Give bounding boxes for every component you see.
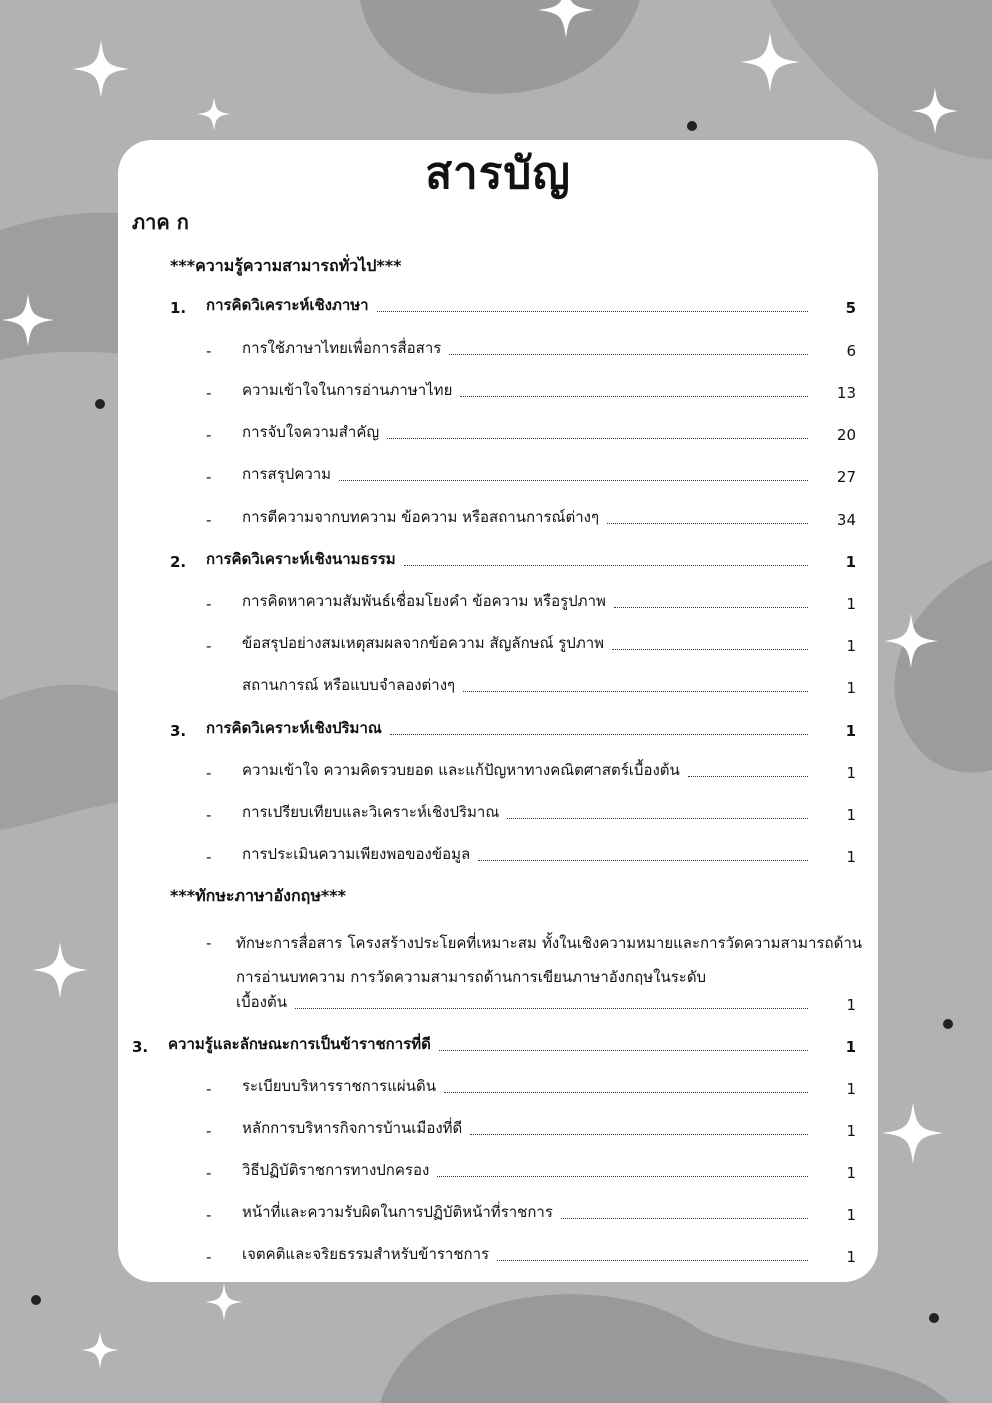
bullet-dash: - (206, 806, 212, 824)
page-number: 5 (845, 299, 856, 317)
sparkle-icon (740, 32, 800, 92)
toc-entry[interactable] (206, 1074, 856, 1098)
dot-leader (688, 775, 808, 777)
toc-entry-paragraph[interactable]: ทักษะการสื่อสาร โครงสร้างประโยคที่เหมาะสม ทั้งในเชิงความหมายและการวัดความสามารถด้านการอ่านบทความ การวัดความสามารถด้านการเขียนภาษาอังกฤษในระดับ (236, 934, 862, 986)
dot-leader (449, 353, 808, 355)
group-heading-english: ***ทักษะภาษาอังกฤษ*** (170, 886, 346, 905)
bullet-dash: - (206, 848, 212, 866)
sparkle-icon (32, 942, 88, 998)
entry-title: หลักการบริหารกิจการบ้านเมืองที่ดี (242, 1119, 463, 1137)
sparkle-icon (72, 40, 130, 98)
toc-entry[interactable] (206, 842, 856, 866)
entry-title: ข้อสรุปอย่างสมเหตุสมผลจากข้อความ สัญลักษณ์ รูปภาพ (242, 634, 605, 652)
page-number: 1 (846, 1206, 856, 1224)
page-number: 1 (845, 722, 856, 740)
entry-title: การประเมินความเพียงพอของข้อมูล (242, 845, 471, 863)
page-number: 1 (846, 679, 856, 697)
entry-title: การคิดหาความสัมพันธ์เชื่อมโยงคำ ข้อความ หรือรูปภาพ (242, 592, 606, 610)
entry-title: วิธีปฏิบัติราชการทางปกครอง (242, 1161, 430, 1179)
dot-leader (295, 1007, 808, 1009)
entry-title: เจตคติและจริยธรรมสำหรับข้าราชการ (242, 1245, 490, 1263)
toc-entry[interactable] (206, 800, 856, 824)
page-number: 1 (846, 848, 856, 866)
page-number: 1 (846, 595, 856, 613)
dot-leader (497, 1259, 808, 1261)
page-number: 27 (836, 468, 856, 486)
entry-number: 3. (132, 1038, 149, 1056)
entry-number: 3. (170, 722, 187, 740)
entry-title: สถานการณ์ หรือแบบจำลองต่างๆ (242, 676, 456, 694)
toc-entry[interactable] (236, 990, 856, 1014)
bullet-dash: - (206, 1080, 212, 1098)
dot-leader (607, 522, 808, 524)
page-number: 1 (846, 637, 856, 655)
page-number: 1 (846, 1080, 856, 1098)
toc-entry[interactable] (170, 547, 856, 571)
dot-leader (439, 1049, 808, 1051)
dot-leader (387, 437, 808, 439)
page-number: 13 (836, 384, 856, 402)
dot-leader (404, 564, 808, 566)
dot-leader (339, 479, 808, 481)
entry-title: การเปรียบเทียบและวิเคราะห์เชิงปริมาณ (242, 803, 500, 821)
page-number: 1 (846, 1122, 856, 1140)
page-number: 1 (846, 996, 856, 1014)
toc-entry[interactable] (206, 505, 856, 529)
toc-entry[interactable] (206, 1116, 856, 1140)
bullet-dash: - (206, 384, 212, 402)
entry-number: 2. (170, 553, 187, 571)
entry-title: ความรู้และลักษณะการเป็นข้าราชการที่ดี (168, 1035, 431, 1053)
page-number: 34 (836, 511, 856, 529)
bullet-dash: - (206, 1206, 212, 1224)
bullet-dash: - (206, 511, 212, 529)
page-number: 20 (836, 426, 856, 444)
entry-title: การใช้ภาษาไทยเพื่อการสื่อสาร (242, 339, 442, 357)
toc-entry[interactable] (206, 1242, 856, 1266)
toc-entry[interactable] (206, 336, 856, 360)
toc-entry[interactable] (206, 589, 856, 613)
entry-number: 1. (170, 299, 187, 317)
dot-leader (437, 1175, 808, 1177)
page-title: สารบัญ (425, 148, 571, 199)
dot-leader (561, 1217, 808, 1219)
toc-entry[interactable] (170, 716, 856, 740)
bullet-dash: - (206, 1164, 212, 1182)
bullet-dash: - (206, 426, 212, 444)
toc-entry[interactable] (170, 293, 856, 317)
bullet-dash: - (206, 468, 212, 486)
page-number: 1 (846, 764, 856, 782)
toc-entry[interactable] (132, 1032, 856, 1056)
bullet-dash: - (206, 637, 212, 655)
toc-entry[interactable] (206, 631, 856, 655)
bullet-dash: - (206, 764, 212, 782)
page-number: 1 (846, 1164, 856, 1182)
bullet-dash: - (206, 934, 212, 952)
dot-leader (377, 310, 808, 312)
entry-title: การสรุปความ (242, 465, 332, 483)
page-number: 1 (845, 1038, 856, 1056)
entry-title: ความเข้าใจ ความคิดรวบยอด และแก้ปัญหาทางคณิตศาสตร์เบื้องต้น (242, 761, 680, 779)
toc-entry[interactable] (242, 673, 856, 697)
entry-title: เบื้องต้น (236, 993, 287, 1011)
toc-entry[interactable] (206, 378, 856, 402)
page-number: 1 (845, 553, 856, 571)
dot-leader (612, 648, 808, 650)
entry-title: ระเบียบบริหารราชการแผ่นดิน (242, 1077, 436, 1095)
entry-title: การคิดวิเคราะห์เชิงภาษา (206, 296, 369, 314)
bullet-dash: - (206, 342, 212, 360)
toc-entry[interactable] (206, 1158, 856, 1182)
sparkle-icon (205, 1283, 242, 1320)
dot-leader (507, 817, 808, 819)
entry-title: การคิดวิเคราะห์เชิงนามธรรม (206, 550, 396, 568)
dot-leader (463, 690, 808, 692)
entry-title: การคิดวิเคราะห์เชิงปริมาณ (206, 719, 382, 737)
dot-leader (460, 395, 808, 397)
page-number: 1 (846, 806, 856, 824)
bullet-dash: - (206, 595, 212, 613)
sparkle-icon (81, 1331, 118, 1368)
toc-entry[interactable] (206, 1200, 856, 1224)
dot-leader (390, 733, 808, 735)
dot-leader (470, 1133, 808, 1135)
dot-leader (478, 859, 808, 861)
bullet-dash: - (206, 1248, 212, 1266)
dot-leader (614, 606, 808, 608)
entry-title: การจับใจความสำคัญ (242, 423, 380, 441)
toc-entry[interactable] (206, 758, 856, 782)
group-heading-general: ***ความรู้ความสามารถทั่วไป*** (170, 256, 402, 275)
section-heading: ภาค ก (132, 210, 189, 234)
entry-title: หน้าที่และความรับผิดในการปฏิบัติหน้าที่ราชการ (242, 1203, 553, 1221)
page-number: 6 (846, 342, 856, 360)
sparkle-icon (882, 1102, 944, 1164)
sparkle-icon (197, 97, 231, 131)
bullet-dash: - (206, 1122, 212, 1140)
toc-entry[interactable] (206, 462, 856, 486)
page-number: 1 (846, 1248, 856, 1266)
entry-title: ความเข้าใจในการอ่านภาษาไทย (242, 381, 453, 399)
dot-leader (444, 1091, 808, 1093)
entry-title: การตีความจากบทความ ข้อความ หรือสถานการณ์ต่างๆ (242, 508, 599, 526)
toc-entry[interactable] (206, 420, 856, 444)
